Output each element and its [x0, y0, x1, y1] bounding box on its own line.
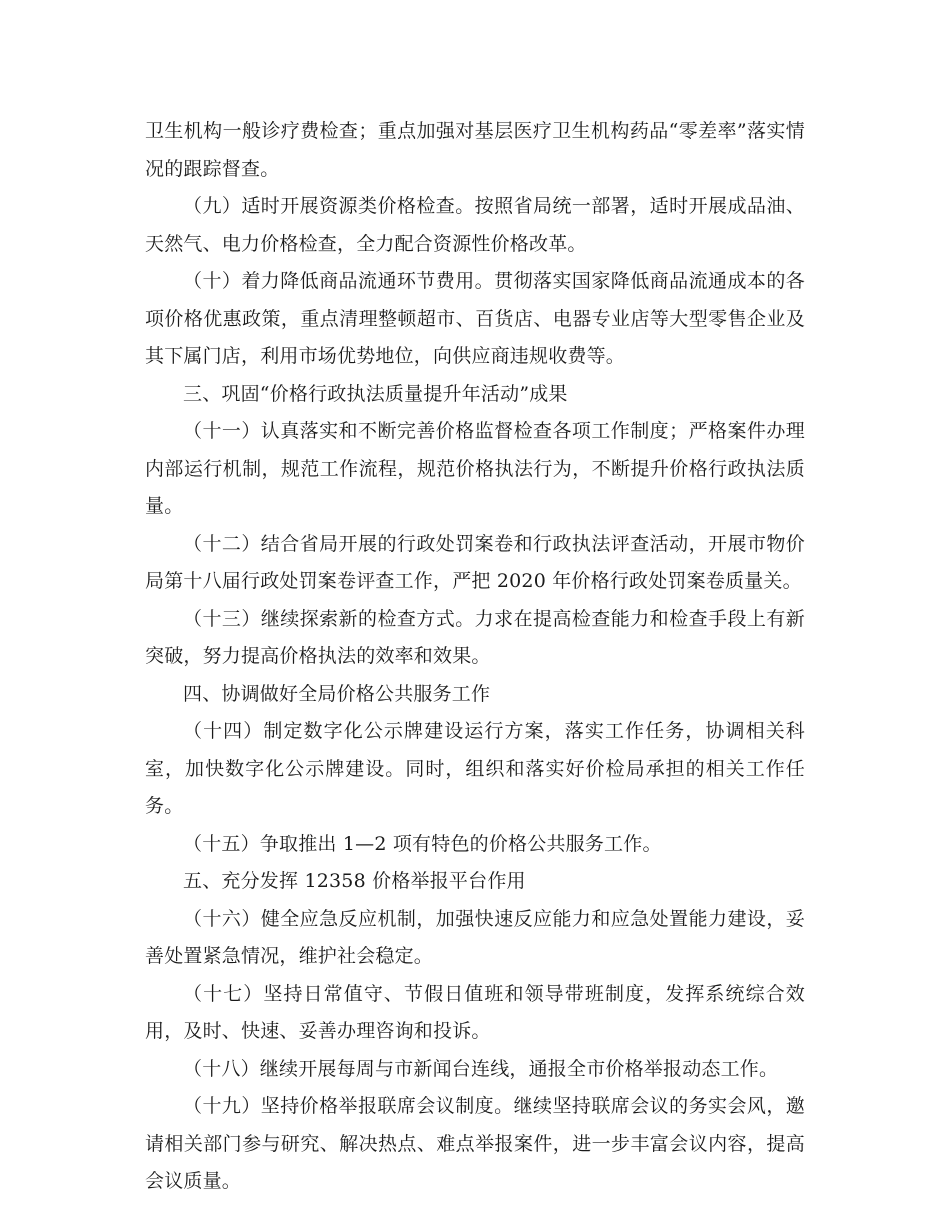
section-heading-4: 四、协调做好全局价格公共服务工作	[183, 682, 491, 705]
paragraph-item-11: （十一）认真落实和不断完善价格监督检查各项工作制度；严格案件办理内部运行机制，规范工作流程，规范价格执法行为，不断提升价格行政执法质量。	[145, 420, 805, 517]
paragraph-item-16: （十六）健全应急反应机制，加强快速反应能力和应急处置能力建设，妥善处置紧急情况，维护社会稳定。	[145, 907, 805, 967]
section-heading-3: 三、巩固“价格行政执法质量提升年活动”成果	[183, 382, 568, 405]
paragraph-continuation: 卫生机构一般诊疗费检查；重点加强对基层医疗卫生机构药品“零差率”落实情况的跟踪督查。	[145, 120, 805, 180]
paragraph-item-17: （十七）坚持日常值守、节假日值班和领导带班制度，发挥系统综合效用，及时、快速、妥善办理咨询和投诉。	[145, 982, 805, 1042]
paragraph-item-19: （十九）坚持价格举报联席会议制度。继续坚持联席会议的务实会风，邀请相关部门参与研究、解决热点、难点举报案件，进一步丰富会议内容，提高会议质量。	[145, 1095, 805, 1192]
paragraph-item-12: （十二）结合省局开展的行政处罚案卷和行政执法评查活动，开展市物价局第十八届行政处罚案卷评查工作，严把 2020 年价格行政处罚案卷质量关。	[145, 532, 805, 592]
paragraph-item-13: （十三）继续探索新的检查方式。力求在提高检查能力和检查手段上有新突破，努力提高价格执法的效率和效果。	[145, 607, 805, 667]
paragraph-item-15: （十五）争取推出 1—2 项有特色的价格公共服务工作。	[183, 832, 662, 855]
paragraph-item-9: （九）适时开展资源类价格检查。按照省局统一部署，适时开展成品油、天然气、电力价格检查，全力配合资源性价格改革。	[145, 195, 805, 255]
section-heading-5: 五、充分发挥 12358 价格举报平台作用	[183, 870, 526, 892]
paragraph-item-10: （十）着力降低商品流通环节费用。贯彻落实国家降低商品流通成本的各项价格优惠政策，重点清理整顿超市、百货店、电器专业店等大型零售企业及其下属门店，利用市场优势地位，向供应商违规收费等。	[145, 270, 805, 367]
document-body	[145, 113, 805, 1201]
paragraph-item-14: （十四）制定数字化公示牌建设运行方案，落实工作任务，协调相关科室，加快数字化公示牌建设。同时，组织和落实好价检局承担的相关工作任务。	[145, 720, 805, 817]
paragraph-item-18: （十八）继续开展每周与市新闻台连线，通报全市价格举报动态工作。	[183, 1057, 779, 1080]
